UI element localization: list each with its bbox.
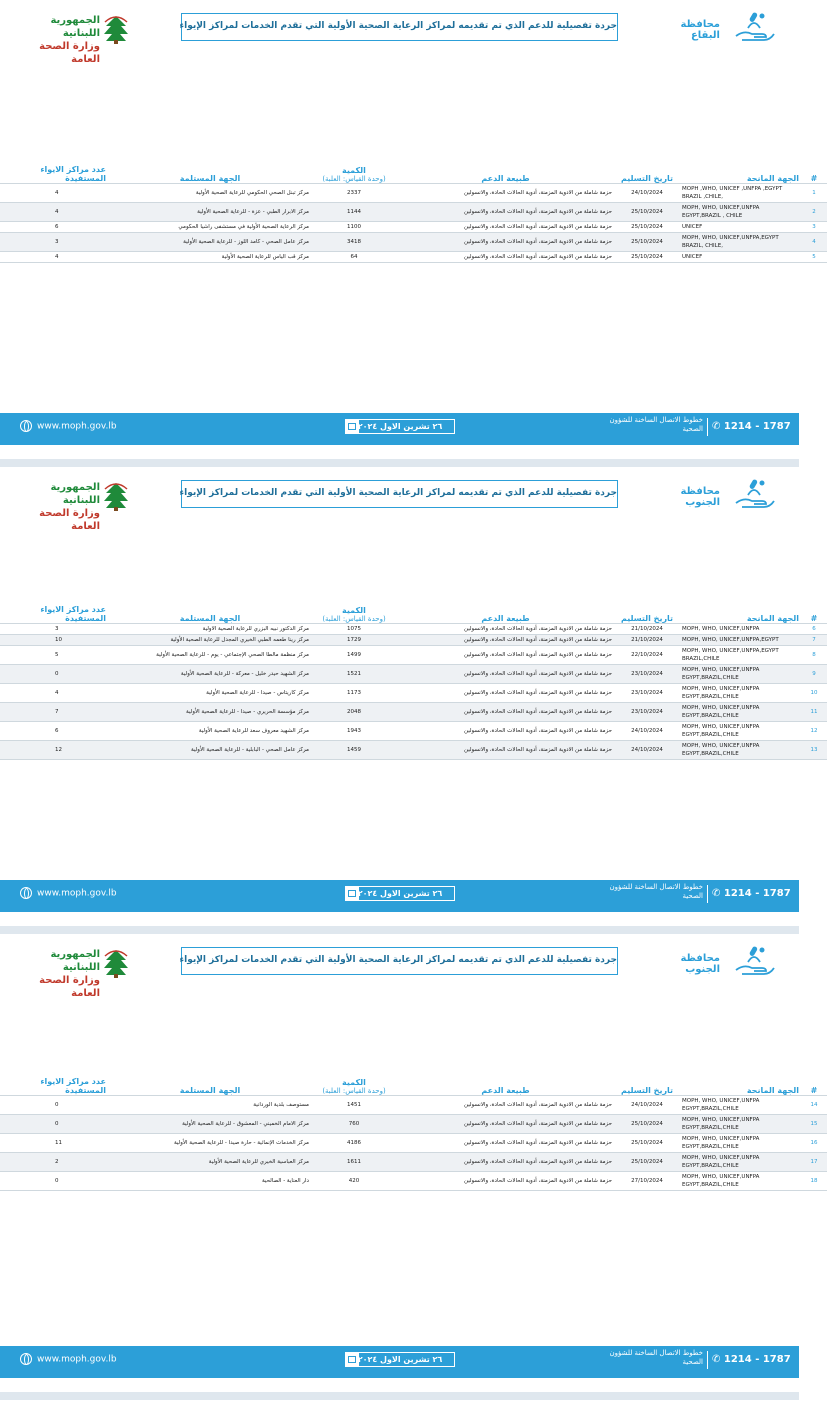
cell-num: 11: [801, 703, 827, 722]
cell-qty: 1144: [312, 203, 396, 222]
page-separator-accent: [0, 441, 799, 445]
cell-type: حزمة شاملة من الادوية المزمنة، أدوية الحالات الحادة، والانسولين: [396, 646, 615, 665]
cell-type: حزمة شاملة من الادوية المزمنة، أدوية الحالات الحادة، والانسولين: [396, 624, 615, 635]
cell-date: 25/10/2024: [615, 1115, 679, 1134]
table-header-row: [0, 157, 827, 184]
footer-bar: [0, 880, 799, 908]
ministry-logo: [22, 14, 132, 65]
cell-date: 23/10/2024: [615, 665, 679, 684]
governorate-label: محافظة الجنوب: [680, 953, 720, 975]
cell-type: حزمة شاملة من الادوية المزمنة، أدوية الحالات الحادة، والانسولين: [396, 203, 615, 222]
cell-date: 24/10/2024: [615, 1096, 679, 1115]
cell-qty: 1075: [312, 624, 396, 635]
qty-label: الكمية: [342, 606, 366, 615]
hotline-label: خطوط الاتصال الساخنة للشؤون الصحية: [609, 416, 703, 433]
ministry-label: وزارة الصحة العامة: [39, 975, 100, 999]
cell-donor: MOPH, WHO, UNICEF,UNFPA: [679, 624, 801, 635]
cell-qty: 760: [312, 1115, 396, 1134]
cell-date: 25/10/2024: [615, 252, 679, 263]
ministry-logo: [22, 481, 132, 532]
cell-donor: UNICEF: [679, 252, 801, 263]
cell-type: حزمة شاملة من الادوية المزمنة، أدوية الحالات الحادة، والانسولين: [396, 635, 615, 646]
footer-divider: [707, 1351, 708, 1369]
cell-date: 22/10/2024: [615, 646, 679, 665]
cell-donor: MOPH, WHO, UNICEF,UNFPA EGYPT,BRAZIL , CHILE: [679, 203, 801, 222]
cell-shelters: 3: [0, 624, 108, 635]
report-page: [0, 467, 818, 934]
cell-shelters: 0: [0, 1172, 108, 1191]
qty-unit-label: (وحدة القياس: العلبة): [322, 615, 386, 623]
table-header-row: [0, 597, 827, 624]
cell-type: حزمة شاملة من الادوية المزمنة، أدوية الحالات الحادة، والانسولين: [396, 252, 615, 263]
cell-shelters: 2: [0, 1153, 108, 1172]
cell-date: 27/10/2024: [615, 1172, 679, 1191]
cell-recipient: مركز رينا طعمه الطبي الخيري المجدل للرعاية الصحية الأولية: [108, 635, 312, 646]
cell-donor: MOPH, WHO, UNICEF,UNFPA EGYPT,BRAZIL,CHILE: [679, 684, 801, 703]
support-table: [0, 1069, 827, 1191]
hotline-number: ✆ 1214 - 1787: [712, 888, 791, 899]
cell-qty: 2048: [312, 703, 396, 722]
ministry-label: وزارة الصحة العامة: [39, 41, 100, 65]
cell-recipient: مركز الرعاية الصحية الأولية في مستشفى راشيا الحكومي: [108, 222, 312, 233]
cell-date: 25/10/2024: [615, 233, 679, 252]
col-header-recipient: الجهة المستلمة: [179, 1086, 241, 1095]
table-row: [0, 1096, 827, 1115]
cell-recipient: مركز كاريتاس - صيدا - للرعاية الصحية الأولية: [108, 684, 312, 703]
table-row: [0, 741, 827, 760]
ministry-name: [22, 14, 100, 66]
cell-num: 7: [801, 635, 827, 646]
cell-donor: MOPH, WHO, UNICEF,UNFPA,EGYPT BRAZIL,CHILE: [679, 646, 801, 665]
cell-type: حزمة شاملة من الادوية المزمنة، أدوية الحالات الحادة، والانسولين: [396, 1172, 615, 1191]
cell-date: 21/10/2024: [615, 624, 679, 635]
hand-pills-icon: [734, 944, 776, 978]
cell-shelters: 6: [0, 222, 108, 233]
col-header-date: تاريخ التسليم: [620, 1086, 674, 1095]
cell-num: 1: [801, 184, 827, 203]
table-row: [0, 1115, 827, 1134]
cell-type: حزمة شاملة من الادوية المزمنة، أدوية الحالات الحادة، والانسولين: [396, 184, 615, 203]
cell-type: حزمة شاملة من الادوية المزمنة، أدوية الحالات الحادة، والانسولين: [396, 233, 615, 252]
cell-num: 2: [801, 203, 827, 222]
report-page: [0, 934, 818, 1401]
website-link[interactable]: [20, 1353, 117, 1365]
table-row: [0, 703, 827, 722]
cell-shelters: 4: [0, 203, 108, 222]
cedar-icon: [102, 481, 130, 511]
cell-type: حزمة شاملة من الادوية المزمنة، أدوية الحالات الحادة، والانسولين: [396, 1134, 615, 1153]
report-date: ٢٦ تشرين الاول ٢٠٢٤: [345, 1352, 455, 1367]
cell-donor: MOPH, WHO, UNICEF,UNFPA EGYPT,BRAZIL,CHILE: [679, 1096, 801, 1115]
hotline-number: ✆ 1214 - 1787: [712, 421, 791, 432]
cell-qty: 1100: [312, 222, 396, 233]
cell-donor: MOPH, WHO, UNICEF,UNFPA EGYPT,BRAZIL,CHILE: [679, 1134, 801, 1153]
cell-donor: MOPH, WHO, UNICEF,UNFPA EGYPT,BRAZIL,CHILE: [679, 1172, 801, 1191]
table-row: [0, 1134, 827, 1153]
hotline-label: خطوط الاتصال الساخنة للشؤون الصحية: [609, 1349, 703, 1366]
cell-recipient: مركز العباسية الخيري للرعاية الصحية الأولية: [108, 1153, 312, 1172]
table-row: [0, 624, 827, 635]
col-header-date: تاريخ التسليم: [620, 614, 674, 623]
report-title: جردة تفصيلية للدعم الذي تم تقديمه لمراكز الرعاية الصحية الأولية التي تقدم الخدمات لمراكز الإيواء: [181, 13, 618, 41]
cell-date: 23/10/2024: [615, 703, 679, 722]
col-header-type: طبيعة الدعم: [481, 174, 530, 183]
col-header-donor: الجهة المانحة: [746, 614, 799, 623]
cell-type: حزمة شاملة من الادوية المزمنة، أدوية الحالات الحادة، والانسولين: [396, 1096, 615, 1115]
cell-recipient: مركز عامل الصحي - كامد اللوز - للرعاية الصحية الأولية: [108, 233, 312, 252]
cell-qty: 1499: [312, 646, 396, 665]
col-header-shelters: عدد مراكز الايواء المستفيدة: [40, 605, 106, 623]
cell-date: 25/10/2024: [615, 222, 679, 233]
col-header-qty: [312, 157, 396, 184]
cell-shelters: 5: [0, 646, 108, 665]
cell-num: 3: [801, 222, 827, 233]
cell-shelters: 0: [0, 665, 108, 684]
cell-date: 25/10/2024: [615, 1153, 679, 1172]
report-page: [0, 0, 818, 467]
table-header-row: [0, 1069, 827, 1096]
hand-pills-icon: [734, 477, 776, 511]
cell-date: 23/10/2024: [615, 684, 679, 703]
cell-recipient: مركز الخدمات الإنمائية - حارة صيدا - للرعاية الصحية الأولية: [108, 1134, 312, 1153]
cell-num: 9: [801, 665, 827, 684]
cell-recipient: دار العناية - الصالحية: [108, 1172, 312, 1191]
cell-recipient: مركز عامل الصحي - البابلية - للرعاية الصحية الأولية: [108, 741, 312, 760]
ministry-name: [22, 948, 100, 1000]
cell-type: حزمة شاملة من الادوية المزمنة، أدوية الحالات الحادة، والانسولين: [396, 741, 615, 760]
footer-divider: [707, 418, 708, 436]
cell-shelters: 0: [0, 1115, 108, 1134]
cell-qty: 3418: [312, 233, 396, 252]
table-row: [0, 665, 827, 684]
republic-label: الجمهورية اللبنانية: [50, 15, 100, 39]
cell-donor: MOPH, WHO, UNICEF,UNFPA EGYPT,BRAZIL,CHILE: [679, 703, 801, 722]
page-separator-accent: [0, 1374, 799, 1378]
table-row: [0, 1172, 827, 1191]
ministry-name: [22, 481, 100, 533]
qty-unit-label: (وحدة القياس: العلبة): [322, 175, 386, 183]
hand-pills-icon: [734, 10, 776, 44]
hotline-number-text: 1214 - 1787: [723, 888, 791, 899]
table-row: [0, 184, 827, 203]
table-row: [0, 252, 827, 263]
report-title: جردة تفصيلية للدعم الذي تم تقديمه لمراكز الرعاية الصحية الأولية التي تقدم الخدمات لمراكز الإيواء: [181, 480, 618, 508]
cell-num: 17: [801, 1153, 827, 1172]
cell-type: حزمة شاملة من الادوية المزمنة، أدوية الحالات الحادة، والانسولين: [396, 722, 615, 741]
qty-label: الكمية: [342, 166, 366, 175]
cell-recipient: مركز تبنل الصحي الحكومي للرعاية الصحية الأولية: [108, 184, 312, 203]
cell-recipient: مركز الابرار الطبي - عزة - للرعاية الصحية الأولية: [108, 203, 312, 222]
col-header-type: طبيعة الدعم: [481, 614, 530, 623]
cell-donor: MOPH, WHO, UNICEF,UNFPA EGYPT,BRAZIL,CHILE: [679, 1115, 801, 1134]
cell-recipient: مركز مؤسسة الحريري - صيدا - للرعاية الصحية الأولية: [108, 703, 312, 722]
hotline-number-text: 1214 - 1787: [723, 1354, 791, 1365]
cell-donor: MOPH ,WHO, UNICEF ,UNFPA ,EGYPT BRAZIL ,CHILE,: [679, 184, 801, 203]
table-row: [0, 203, 827, 222]
cell-num: 16: [801, 1134, 827, 1153]
report-title: جردة تفصيلية للدعم الذي تم تقديمه لمراكز الرعاية الصحية الأولية التي تقدم الخدمات لمراكز الإيواء: [181, 947, 618, 975]
cell-recipient: مركز قب الياس للرعاية الصحية الأولية: [108, 252, 312, 263]
cell-qty: 1451: [312, 1096, 396, 1115]
cell-type: حزمة شاملة من الادوية المزمنة، أدوية الحالات الحادة، والانسولين: [396, 222, 615, 233]
website-text: www.moph.gov.lb: [37, 1354, 117, 1365]
col-header-shelters: عدد مراكز الايواء المستفيدة: [40, 1077, 106, 1095]
cell-num: 15: [801, 1115, 827, 1134]
globe-icon: [20, 1353, 32, 1365]
table-row: [0, 646, 827, 665]
cell-type: حزمة شاملة من الادوية المزمنة، أدوية الحالات الحادة، والانسولين: [396, 703, 615, 722]
cell-qty: 1459: [312, 741, 396, 760]
footer-bar: [0, 1346, 799, 1374]
support-table: [0, 157, 827, 263]
website-link[interactable]: [20, 887, 117, 899]
cell-qty: 1521: [312, 665, 396, 684]
cell-num: 6: [801, 624, 827, 635]
republic-label: الجمهورية اللبنانية: [50, 949, 100, 973]
cell-donor: MOPH, WHO, UNICEF,UNFPA EGYPT,BRAZIL,CHILE: [679, 665, 801, 684]
col-header-num: #: [810, 174, 818, 183]
cell-num: 13: [801, 741, 827, 760]
cell-recipient: مركز الشهيد حيدر خليل - معركة - للرعاية الصحية الأولية: [108, 665, 312, 684]
cedar-icon: [102, 14, 130, 44]
globe-icon: [20, 420, 32, 432]
governorate-label: محافظة الجنوب: [680, 486, 720, 508]
qty-label: الكمية: [342, 1078, 366, 1087]
cell-recipient: مستوصف بلدية الوردانية: [108, 1096, 312, 1115]
col-header-recipient: الجهة المستلمة: [179, 614, 241, 623]
cell-date: 24/10/2024: [615, 741, 679, 760]
cell-date: 25/10/2024: [615, 1134, 679, 1153]
cell-recipient: مركز الامام الخميني - المعشوق - للرعاية الصحية الأولية: [108, 1115, 312, 1134]
col-header-num: #: [810, 614, 818, 623]
cell-qty: 4186: [312, 1134, 396, 1153]
table-row: [0, 222, 827, 233]
globe-icon: [20, 887, 32, 899]
cell-shelters: 6: [0, 722, 108, 741]
ministry-logo: [22, 948, 132, 999]
cell-qty: 420: [312, 1172, 396, 1191]
page-separator: [0, 459, 799, 467]
cell-qty: 1173: [312, 684, 396, 703]
table-row: [0, 722, 827, 741]
col-header-date: تاريخ التسليم: [620, 174, 674, 183]
cell-shelters: 11: [0, 1134, 108, 1153]
hotline-number: ✆ 1214 - 1787: [712, 1354, 791, 1365]
table-body: [0, 184, 827, 263]
cell-shelters: 4: [0, 252, 108, 263]
cell-shelters: 7: [0, 703, 108, 722]
cell-qty: 1611: [312, 1153, 396, 1172]
cell-qty: 2337: [312, 184, 396, 203]
cell-shelters: 3: [0, 233, 108, 252]
cell-shelters: 0: [0, 1096, 108, 1115]
cell-recipient: مركز الشهيد معروف سعد للرعاية الصحية الأولية: [108, 722, 312, 741]
cell-date: 21/10/2024: [615, 635, 679, 646]
cell-shelters: 4: [0, 184, 108, 203]
cell-donor: UNICEF: [679, 222, 801, 233]
cell-donor: MOPH, WHO, UNICEF,UNFPA,EGYPT BRAZIL, CHILE,: [679, 233, 801, 252]
hotline-number-text: 1214 - 1787: [723, 421, 791, 432]
cell-num: 5: [801, 252, 827, 263]
cedar-icon: [102, 948, 130, 978]
republic-label: الجمهورية اللبنانية: [50, 482, 100, 506]
table-row: [0, 635, 827, 646]
cell-type: حزمة شاملة من الادوية المزمنة، أدوية الحالات الحادة، والانسولين: [396, 665, 615, 684]
col-header-qty: [312, 1069, 396, 1096]
website-link[interactable]: [20, 420, 117, 432]
cell-donor: MOPH, WHO, UNICEF,UNFPA EGYPT,BRAZIL,CHILE: [679, 1153, 801, 1172]
cell-date: 24/10/2024: [615, 722, 679, 741]
table-row: [0, 233, 827, 252]
col-header-recipient: الجهة المستلمة: [179, 174, 241, 183]
col-header-shelters: عدد مراكز الايواء المستفيدة: [40, 165, 106, 183]
cell-shelters: 10: [0, 635, 108, 646]
cell-shelters: 12: [0, 741, 108, 760]
col-header-type: طبيعة الدعم: [481, 1086, 530, 1095]
cell-type: حزمة شاملة من الادوية المزمنة، أدوية الحالات الحادة، والانسولين: [396, 1115, 615, 1134]
page-separator: [0, 926, 799, 934]
website-text: www.moph.gov.lb: [37, 421, 117, 432]
cell-num: 14: [801, 1096, 827, 1115]
cell-num: 10: [801, 684, 827, 703]
cell-shelters: 4: [0, 684, 108, 703]
qty-unit-label: (وحدة القياس: العلبة): [322, 1087, 386, 1095]
cell-recipient: مركز الدكتور نبيه البزري للرعاية الصحية الاولية: [108, 624, 312, 635]
cell-qty: 1729: [312, 635, 396, 646]
cell-type: حزمة شاملة من الادوية المزمنة، أدوية الحالات الحادة، والانسولين: [396, 1153, 615, 1172]
cell-qty: 1943: [312, 722, 396, 741]
cell-recipient: مركز منظمة مالطا الصحي الإجتماعي - يوم - للرعاية الصحية الأولية: [108, 646, 312, 665]
cell-type: حزمة شاملة من الادوية المزمنة، أدوية الحالات الحادة، والانسولين: [396, 684, 615, 703]
col-header-donor: الجهة المانحة: [746, 174, 799, 183]
website-text: www.moph.gov.lb: [37, 888, 117, 899]
page-separator: [0, 1392, 799, 1400]
support-table: [0, 597, 827, 760]
ministry-label: وزارة الصحة العامة: [39, 508, 100, 532]
cell-donor: MOPH, WHO, UNICEF,UNFPA EGYPT,BRAZIL,CHILE: [679, 741, 801, 760]
col-header-num: #: [810, 1086, 818, 1095]
cell-date: 24/10/2024: [615, 184, 679, 203]
report-date: ٢٦ تشرين الاول ٢٠٢٤: [345, 886, 455, 901]
cell-num: 8: [801, 646, 827, 665]
governorate-label: محافظة البقاع: [680, 19, 720, 41]
col-header-donor: الجهة المانحة: [746, 1086, 799, 1095]
cell-date: 25/10/2024: [615, 203, 679, 222]
footer-divider: [707, 885, 708, 903]
cell-qty: 64: [312, 252, 396, 263]
cell-num: 4: [801, 233, 827, 252]
table-body: [0, 1096, 827, 1191]
report-date: ٢٦ تشرين الاول ٢٠٢٤: [345, 419, 455, 434]
footer-bar: [0, 413, 799, 441]
table-body: [0, 624, 827, 760]
cell-num: 12: [801, 722, 827, 741]
page-separator-accent: [0, 908, 799, 912]
hotline-label: خطوط الاتصال الساخنة للشؤون الصحية: [609, 883, 703, 900]
cell-num: 18: [801, 1172, 827, 1191]
cell-donor: MOPH, WHO, UNICEF,UNFPA EGYPT,BRAZIL,CHILE: [679, 722, 801, 741]
col-header-qty: [312, 597, 396, 624]
cell-donor: MOPH, WHO, UNICEF,UNFPA,EGYPT: [679, 635, 801, 646]
table-row: [0, 1153, 827, 1172]
table-row: [0, 684, 827, 703]
